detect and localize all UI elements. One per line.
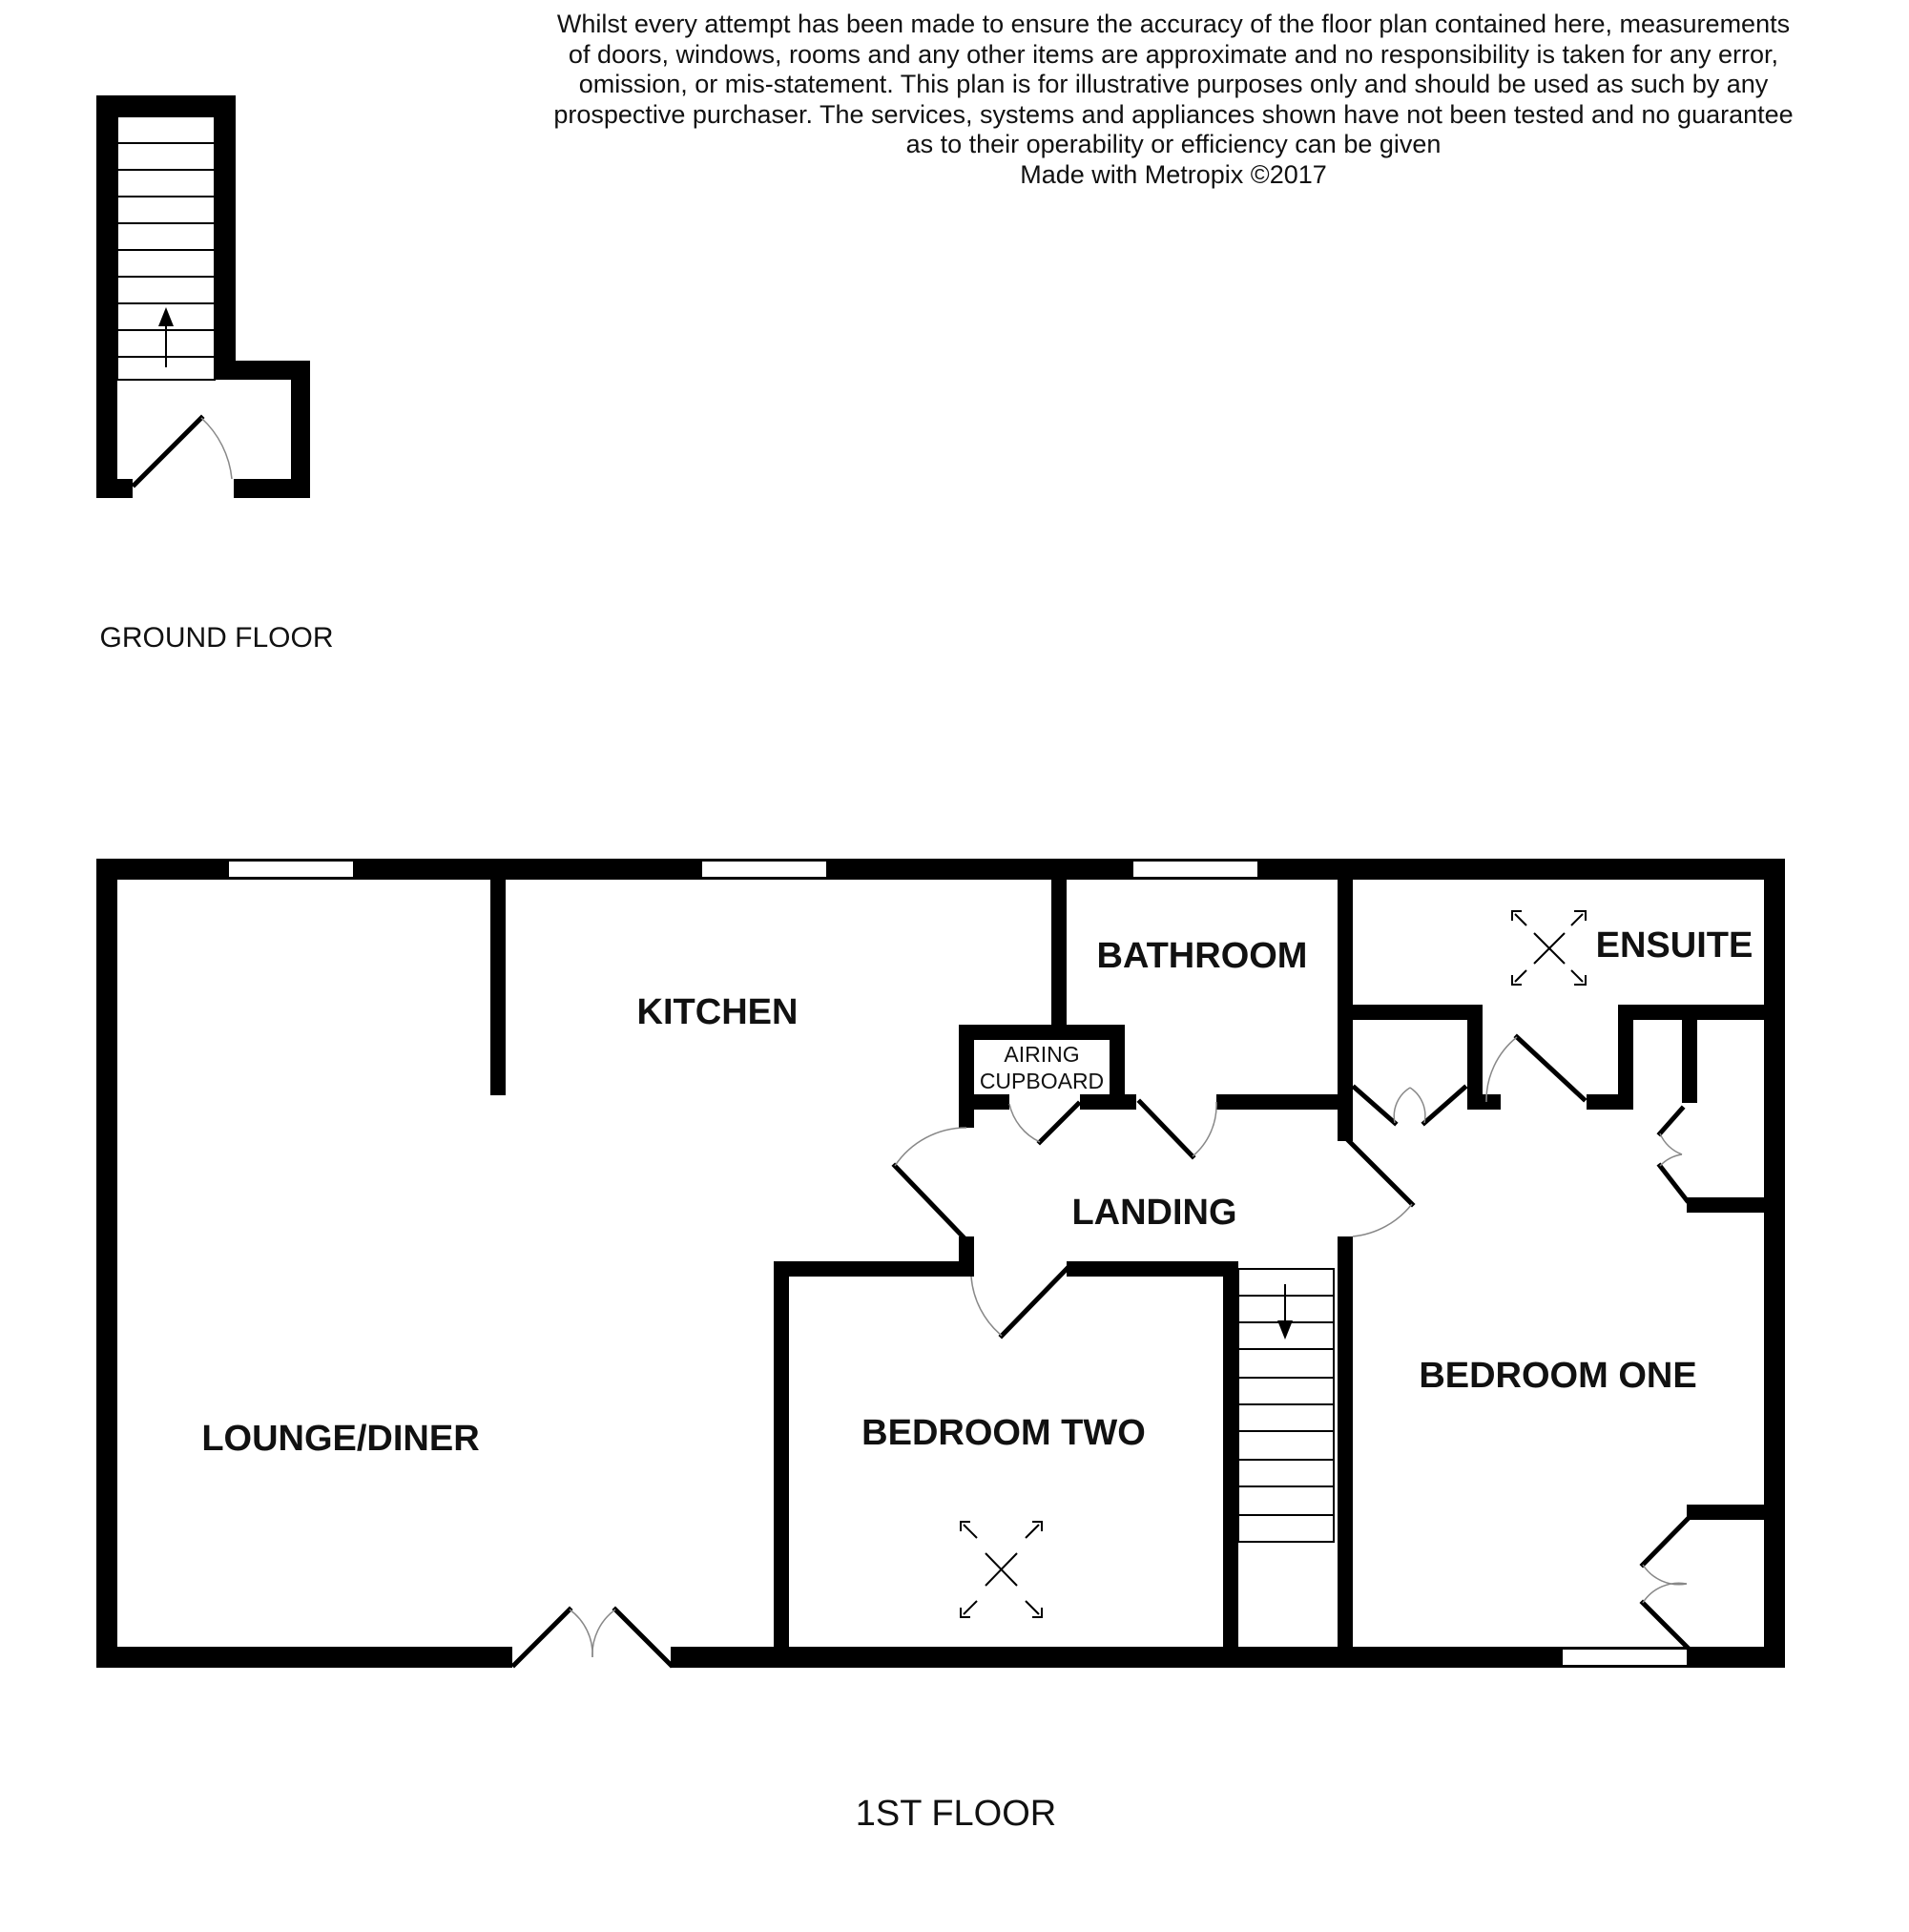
room-label-ensuite: ENSUITE bbox=[1595, 925, 1753, 966]
arrow-up-icon bbox=[158, 307, 174, 326]
wall bbox=[774, 1261, 789, 1647]
room-label-kitchen: KITCHEN bbox=[636, 992, 799, 1032]
disclaimer-credit: Made with Metropix ©2017 bbox=[1020, 159, 1327, 189]
wall bbox=[1080, 1094, 1136, 1110]
entrance-door bbox=[135, 418, 232, 485]
first-floor-plan bbox=[96, 859, 1785, 1834]
cupboard-door bbox=[1660, 1109, 1687, 1200]
wall bbox=[1467, 1094, 1501, 1110]
wall bbox=[1338, 1005, 1483, 1020]
room-label-lounge-diner: LOUNGE/DINER bbox=[201, 1419, 480, 1459]
bedroom-one-door bbox=[1348, 1140, 1412, 1236]
wall bbox=[1067, 1261, 1238, 1277]
french-doors bbox=[514, 1610, 671, 1665]
wall bbox=[234, 479, 310, 498]
ground-floor-label: GROUND FLOOR bbox=[99, 622, 334, 654]
wall bbox=[490, 878, 506, 1095]
window bbox=[228, 861, 354, 878]
bedroom-two-door bbox=[971, 1269, 1067, 1336]
wall bbox=[1618, 1005, 1633, 1110]
window bbox=[1132, 861, 1258, 878]
wall bbox=[1223, 1261, 1238, 1647]
room-label-bedroom-one: BEDROOM ONE bbox=[1419, 1356, 1697, 1396]
disclaimer-line: as to their operability or efficiency can be given bbox=[905, 130, 1442, 158]
skylight-icon bbox=[961, 1522, 1042, 1617]
staircase bbox=[117, 116, 215, 380]
room-label-bedroom-two: BEDROOM TWO bbox=[861, 1413, 1146, 1453]
kitchen-door bbox=[895, 1128, 966, 1240]
wall bbox=[1687, 1197, 1764, 1213]
outer-wall-left bbox=[96, 859, 117, 1668]
wall bbox=[215, 95, 236, 377]
wall bbox=[1687, 1505, 1764, 1520]
wall bbox=[774, 1261, 961, 1277]
wall bbox=[96, 95, 117, 498]
wall bbox=[1338, 1236, 1353, 1668]
arrow-down-icon bbox=[1277, 1320, 1293, 1340]
window bbox=[1562, 1649, 1688, 1666]
wall bbox=[1467, 1005, 1483, 1110]
first-floor-label: 1ST FLOOR bbox=[855, 1794, 1057, 1834]
wall bbox=[1587, 1094, 1633, 1110]
room-label-airing-cupboard: CUPBOARD bbox=[979, 1069, 1105, 1093]
outer-wall-right bbox=[1764, 859, 1785, 1668]
outer-wall-bottom bbox=[96, 1647, 512, 1668]
disclaimer-line: Whilst every attempt has been made to ensure the accuracy of the floor plan contained here, measurements bbox=[556, 10, 1791, 38]
disclaimer-line: prospective purchaser. The services, systems and appliances shown have not been tested and no guarantee bbox=[553, 99, 1794, 129]
ensuite-cupboard-doors bbox=[1355, 1088, 1464, 1123]
wall bbox=[1051, 878, 1067, 1026]
staircase bbox=[1238, 1269, 1334, 1542]
window bbox=[701, 861, 827, 878]
bathroom-door bbox=[1140, 1102, 1216, 1156]
wall bbox=[96, 479, 133, 498]
airing-cupboard-door bbox=[1009, 1104, 1078, 1142]
wall bbox=[1216, 1094, 1353, 1110]
room-label-bathroom: BATHROOM bbox=[1096, 936, 1308, 976]
wall bbox=[959, 1025, 1125, 1040]
wardrobe-doors bbox=[1643, 1520, 1687, 1647]
skylight-icon bbox=[1512, 911, 1586, 985]
wall bbox=[959, 1025, 974, 1128]
disclaimer-line: of doors, windows, rooms and any other items are approximate and no responsibility is taken for any error, bbox=[568, 39, 1779, 69]
ground-floor-plan bbox=[96, 95, 334, 654]
wall bbox=[1682, 1005, 1697, 1103]
room-label-airing-cupboard: AIRING bbox=[1004, 1042, 1080, 1067]
room-label-landing: LANDING bbox=[1071, 1193, 1237, 1233]
disclaimer-line: omission, or mis-statement. This plan is for illustrative purposes only and should be used as such by any bbox=[578, 70, 1769, 98]
wall bbox=[974, 1094, 1009, 1110]
ensuite-door bbox=[1486, 1037, 1584, 1102]
wall bbox=[291, 361, 310, 498]
